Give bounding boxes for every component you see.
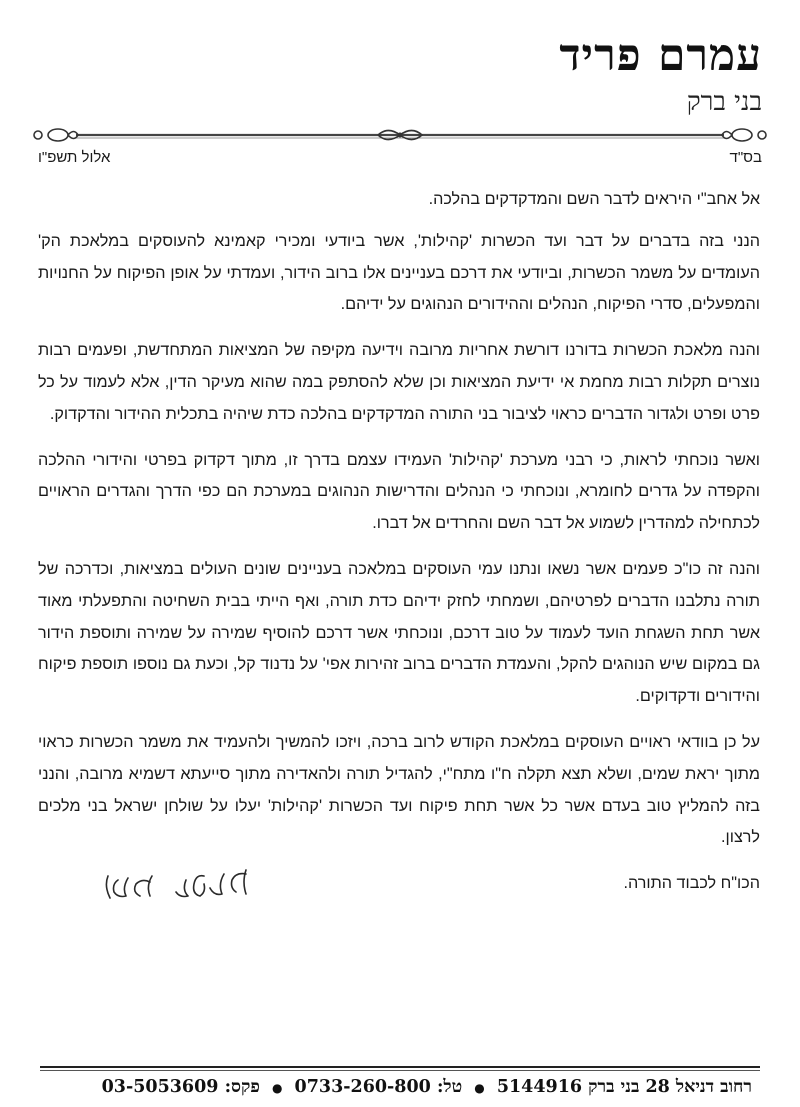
letter-body bbox=[38, 184, 760, 914]
footer-divider-thin bbox=[40, 1070, 760, 1071]
letter-paragraph-3: ואשר נוכחתי לראות, כי רבני מערכת 'קהילות' העמידו עצמם בדרך זו, מתוך דקדוק בפרטי והידורי ההלכה והקפדה על גדרים לחומרא, ונוכחתי כי הנהלים והדרישות הנהוגים במערכת הם כפי הדרך והגדרים הראויים לכתחילה למהדרין לשמוע אל דבר השם והחרדים אל דברו. bbox=[38, 450, 760, 533]
letter-paragraph-1: הנני בזה בדברים על דבר ועד הכשרות 'קהילות', אשר ביודעי ומכירי קאמינא להעוסקים במלאכת הק' העומדים על משמר הכשרות, וביודעי את דרכם בעניינים אלו ברוב הידור, ועמדתי על אופן הפיקוח על החנויות והמפעלים, סדרי הפיקוח, הנהלים וההידורים הנהוגים על ידיהם. bbox=[38, 231, 760, 314]
footer-bullet: ● bbox=[474, 1080, 485, 1095]
bsd-mark: בס"ד bbox=[729, 149, 762, 166]
letter-paragraph-4: והנה זה כו"כ פעמים אשר נשאו ונתנו עמי העוסקים במלאכה בעניינים שונים העולים במציאות, וכדרכה של תורה נתלבנו הדברים לפרטיהם, ושמחתי לחזק ידיהם כדת תורה, ואף הייתי בבית השחיטה והתפעלתי מאוד אשר תחת השגחת הועד לעמוד על טוב דרכם, ונוכחתי אשר דרכם להוסיף שמירה על שמירה ותוספת הידור גם במקום שיש הנוהגים להקל, והעמדת הדברים ברוב זהירות אפי' על נדנוד קל, וכעת גם נוספו תוספת פיקוח והידורים ודקדוקים. bbox=[38, 559, 760, 706]
letterhead-city: בני ברק bbox=[686, 87, 762, 117]
footer-divider bbox=[40, 1066, 760, 1068]
letter-footer bbox=[48, 1075, 752, 1099]
footer-bullet: ● bbox=[271, 1080, 283, 1095]
handwritten-signature bbox=[96, 862, 256, 908]
footer-address: רחוב דניאל 28 בני ברק 5144916 bbox=[496, 1077, 752, 1097]
letter-paragraph-5: על כן בוודאי ראויים העוסקים במלאכת הקודש לרוב ברכה, ויזכו להמשיך ולהעמיד את משמר הכשרות כראוי מתוך יראת שמים, ושלא תצא תקלה ח"ו מתח"י, להגדיל תורה ולהאדירה מתוך סייעתא דשמיא מרובה, והנני בזה להמליץ טוב בעדם אשר כל אשר תחת פיקוח ועד הכשרות 'קהילות' יעלו על שולחן ישראל בני מלכים לרצון. bbox=[38, 732, 760, 847]
letter-address-line: אל אחב"י היראים לדבר השם והמדקדקים בהלכה. bbox=[428, 190, 760, 208]
footer-tel: 0733-260-800 bbox=[294, 1077, 431, 1097]
letter-paragraph-2: והנה מלאכת הכשרות בדורנו דורשת אחריות מרובה וידיעה מקיפה של המציאות המתחדשת, ופעמים רבות נוצרים תקלות רבות מחמת אי ידיעת המציאות וכן שלא להסתפק במה שהוא מעיקר הדין, אלא לעמוד על כל פרט ופרט ולגדור הדברים כראוי לציבור בני התורה המדקדקים בהלכה כדת שיהיה בתכלית ההידור והדקדוק. bbox=[38, 341, 760, 423]
footer-tel-label: טל: bbox=[436, 1077, 463, 1097]
footer-fax-label: פקס: bbox=[224, 1077, 260, 1097]
footer-fax: 03-5053609 bbox=[101, 1077, 219, 1097]
letter-header bbox=[38, 146, 762, 170]
letterhead-name: עמרם פריד bbox=[559, 30, 762, 81]
letter-closing: הכו"ח לכבוד התורה. bbox=[623, 874, 760, 893]
letter-date: אלול תשפ"ו bbox=[38, 149, 111, 166]
ornamental-divider bbox=[28, 124, 772, 146]
